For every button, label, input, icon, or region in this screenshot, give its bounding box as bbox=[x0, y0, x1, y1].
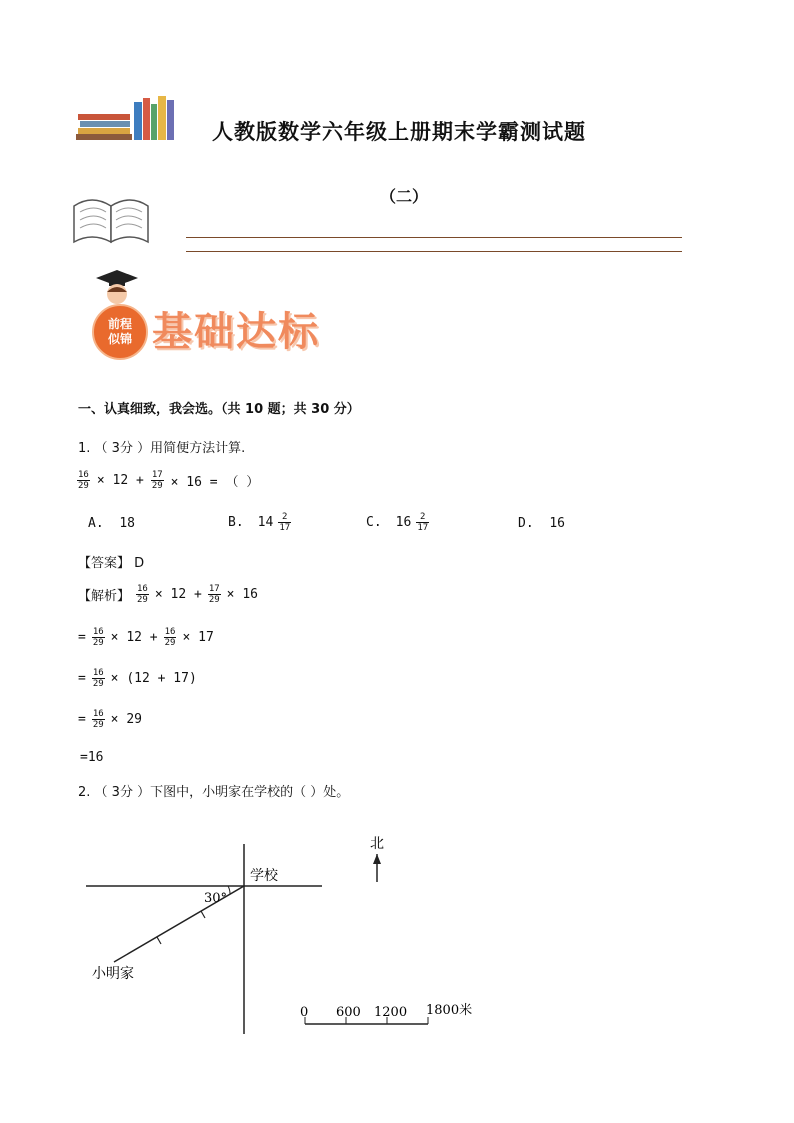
denominator: 17 bbox=[279, 523, 291, 533]
option-a[interactable] bbox=[88, 516, 135, 531]
numerator: 17 bbox=[151, 470, 163, 480]
operator: × (12 + 17) bbox=[110, 671, 197, 686]
analysis-step-4 bbox=[78, 709, 142, 730]
operator: × 16 = （ ） bbox=[170, 475, 260, 490]
numerator: 17 bbox=[208, 584, 220, 594]
ray-tick bbox=[157, 937, 161, 944]
numerator: 16 bbox=[164, 627, 176, 637]
numerator: 16 bbox=[78, 470, 89, 480]
fraction bbox=[77, 470, 90, 491]
option-whole: 14 bbox=[257, 515, 274, 530]
answer bbox=[78, 552, 144, 571]
numerator: 2 bbox=[278, 512, 291, 523]
analysis-step-2 bbox=[78, 627, 214, 648]
denominator: 29 bbox=[151, 481, 163, 491]
operator: × 12 + bbox=[96, 473, 144, 488]
analysis-step-1 bbox=[78, 584, 258, 605]
angle-label: 30° bbox=[204, 891, 228, 906]
denominator: 29 bbox=[92, 638, 104, 648]
fraction bbox=[208, 584, 221, 605]
school-label: 学校 bbox=[250, 868, 278, 884]
fraction bbox=[136, 584, 149, 605]
denominator: 29 bbox=[78, 481, 89, 491]
equals: = bbox=[78, 671, 86, 686]
equals: = bbox=[78, 712, 86, 727]
analysis-step-3 bbox=[78, 668, 197, 689]
numerator: 2 bbox=[416, 512, 429, 523]
question-2-prompt: 2. （ 3分 ）下图中，小明家在学校的（ ）处。 bbox=[78, 785, 350, 800]
divider-line bbox=[186, 251, 682, 252]
operator: × 17 bbox=[182, 630, 214, 645]
ray-tick bbox=[201, 911, 205, 918]
option-label: B. bbox=[228, 515, 244, 530]
section-heading: 一、认真细致，我会选。（共 10 题；共 30 分） bbox=[78, 402, 360, 417]
fraction bbox=[164, 627, 177, 648]
numerator: 16 bbox=[92, 709, 104, 719]
badge-line: 似锦 bbox=[107, 332, 132, 346]
fraction bbox=[278, 512, 291, 533]
scale-label: 1800米 bbox=[426, 1003, 473, 1018]
numerator: 16 bbox=[92, 668, 104, 678]
fraction bbox=[92, 668, 105, 689]
option-c[interactable] bbox=[366, 512, 430, 533]
answer-value: D bbox=[134, 556, 145, 571]
option-value: 16 bbox=[549, 516, 565, 531]
numerator: 16 bbox=[137, 584, 148, 594]
scale-label: 600 bbox=[336, 1005, 361, 1020]
scale-label: 0 bbox=[300, 1005, 309, 1020]
divider-line bbox=[186, 237, 682, 238]
page-subtitle: （二） bbox=[380, 187, 429, 206]
equals: = bbox=[78, 630, 86, 645]
option-value: 18 bbox=[119, 516, 135, 531]
denominator: 17 bbox=[417, 523, 429, 533]
analysis-label: 【解析】 bbox=[78, 589, 131, 604]
answer-label: 【答案】 bbox=[78, 556, 131, 571]
fraction bbox=[416, 512, 429, 533]
operator: × 29 bbox=[110, 712, 142, 727]
books-illustration-icon bbox=[76, 94, 176, 142]
option-label: A. bbox=[88, 516, 104, 531]
option-label: D. bbox=[518, 516, 534, 531]
operator: × 12 + bbox=[154, 587, 202, 602]
option-b[interactable] bbox=[228, 512, 292, 533]
option-label: C. bbox=[366, 515, 382, 530]
graduate-cap-icon bbox=[94, 268, 140, 308]
fraction bbox=[92, 709, 105, 730]
denominator: 29 bbox=[92, 679, 104, 689]
fraction bbox=[92, 627, 105, 648]
angle-arc bbox=[228, 886, 230, 894]
denominator: 29 bbox=[164, 638, 176, 648]
direction-diagram bbox=[80, 820, 500, 1040]
numerator: 16 bbox=[92, 627, 104, 637]
option-whole: 16 bbox=[395, 515, 412, 530]
denominator: 29 bbox=[92, 720, 104, 730]
page-title: 人教版数学六年级上册期末学霸测试题 bbox=[212, 120, 586, 144]
fraction bbox=[151, 470, 164, 491]
denominator: 29 bbox=[137, 595, 148, 605]
question-1-expression bbox=[76, 470, 259, 491]
operator: × 12 + bbox=[110, 630, 158, 645]
north-label: 北 bbox=[370, 836, 384, 852]
north-arrowhead-icon bbox=[373, 854, 381, 864]
denominator: 29 bbox=[208, 595, 220, 605]
badge-line: 前程 bbox=[107, 317, 132, 331]
scale-label: 1200 bbox=[374, 1005, 408, 1020]
badge bbox=[92, 304, 148, 360]
option-d[interactable] bbox=[518, 516, 565, 531]
question-1-prompt: 1. （ 3分 ）用简便方法计算. bbox=[78, 441, 246, 456]
home-label: 小明家 bbox=[92, 966, 134, 982]
operator: × 16 bbox=[226, 587, 258, 602]
banner-title: 基础达标 bbox=[152, 309, 320, 355]
open-book-icon bbox=[70, 192, 152, 248]
analysis-step-5: =16 bbox=[80, 750, 104, 765]
